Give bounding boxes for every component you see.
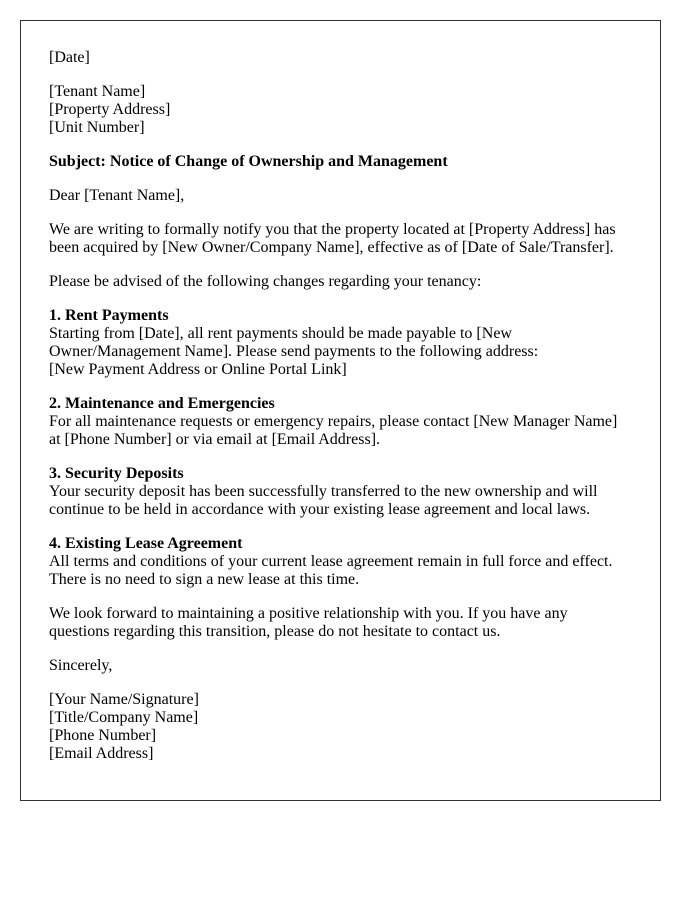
subject: Subject: Notice of Change of Ownership and Management	[49, 153, 448, 170]
closing: Sincerely,	[49, 657, 113, 674]
intro-paragraph: We are writing to formally notify you that the property located at [Property Address] has been acquired by [New Owner/Company Name], effective as of [Date of Sale/Transfer].	[49, 221, 616, 256]
section-heading: 2. Maintenance and Emergencies	[49, 395, 275, 412]
section-heading: 3. Security Deposits	[49, 465, 184, 482]
section-rent-payments	[49, 307, 632, 379]
section-existing-lease	[49, 535, 632, 589]
section-text: [New Payment Address or Online Portal Link]	[49, 361, 347, 378]
recipient-unit: [Unit Number]	[49, 119, 145, 136]
section-text: For all maintenance requests or emergency repairs, please contact [New Manager Name] at [Phone Number] or via email at [Email Address].	[49, 413, 618, 448]
signature-name: [Your Name/Signature]	[49, 691, 199, 708]
section-heading: 1. Rent Payments	[49, 307, 169, 324]
signature-email: [Email Address]	[49, 745, 154, 762]
closing-paragraph: We look forward to maintaining a positive relationship with you. If you have any questions regarding this transition, please do not hesitate to contact us.	[49, 605, 568, 640]
signature-title: [Title/Company Name]	[49, 709, 199, 726]
advise-paragraph: Please be advised of the following changes regarding your tenancy:	[49, 273, 482, 290]
subject-paragraph	[49, 153, 632, 171]
letter	[20, 20, 661, 801]
signature-phone: [Phone Number]	[49, 727, 157, 744]
date: [Date]	[49, 49, 90, 66]
recipient-name: [Tenant Name]	[49, 83, 146, 100]
section-maintenance	[49, 395, 632, 449]
recipient-block	[49, 83, 632, 137]
section-text: All terms and conditions of your current lease agreement remain in full force and effect. There is no need to sign a new lease at this time.	[49, 553, 613, 588]
section-heading: 4. Existing Lease Agreement	[49, 535, 243, 552]
section-security-deposits	[49, 465, 632, 519]
recipient-address: [Property Address]	[49, 101, 171, 118]
section-text: Starting from [Date], all rent payments should be made payable to [New Owner/Management Name]. Please send payments to the following address:	[49, 325, 539, 360]
signature-block	[49, 691, 632, 763]
section-text: Your security deposit has been successfully transferred to the new ownership and will continue to be held in accordance with your existing lease agreement and local laws.	[49, 483, 598, 518]
salutation: Dear [Tenant Name],	[49, 187, 185, 204]
